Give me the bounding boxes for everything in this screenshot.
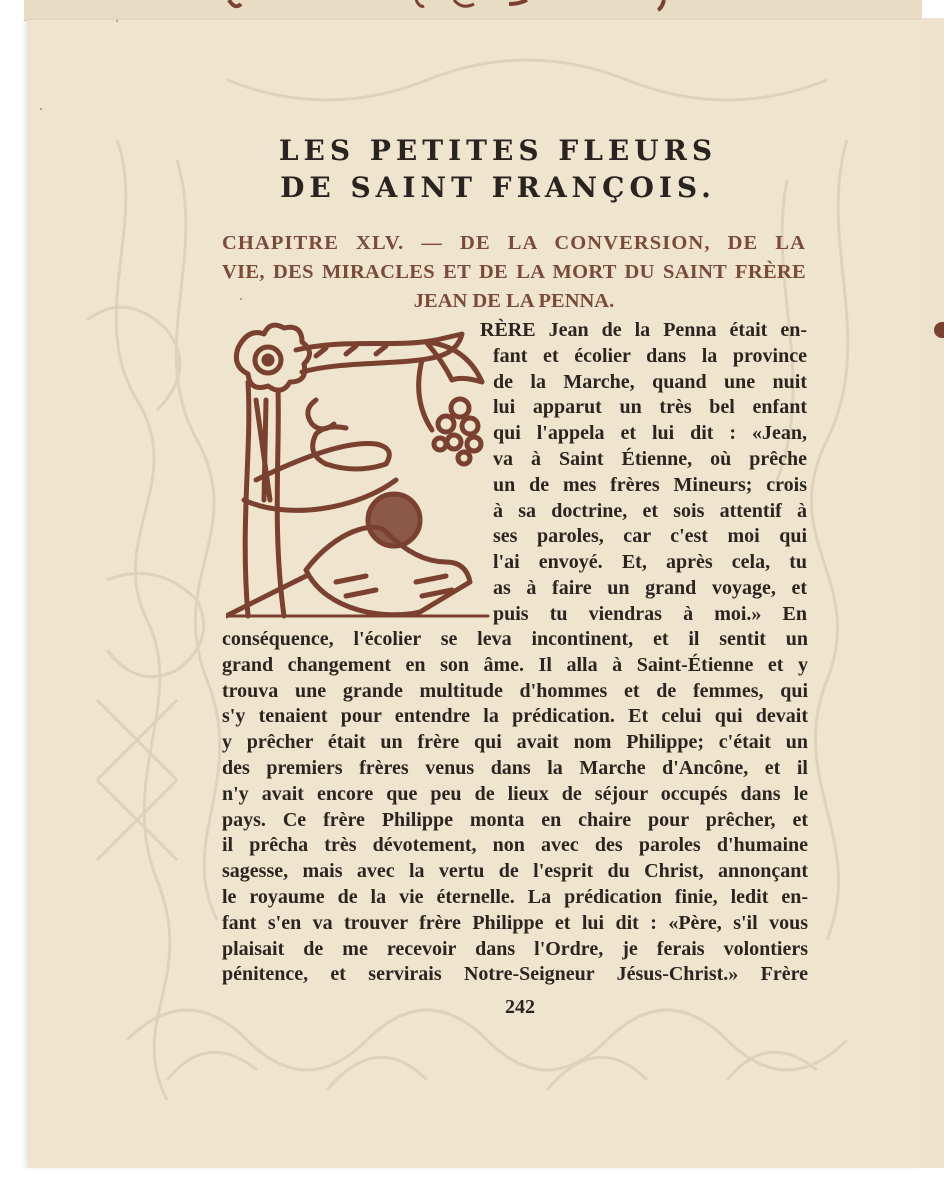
text-line: il prêcha très dévotement, non avec des paroles d'humaine: [222, 834, 808, 857]
text-line: y prêcher était un frère qui avait nom Philippe; c'était un: [222, 731, 808, 754]
text-line: s'y tenaient pour entendre la prédication. Et celui qui devait: [222, 705, 808, 728]
text-line: qui l'appela et lui dit : «Jean,: [493, 422, 807, 445]
paper-speck: [40, 108, 42, 110]
text-line: n'y avait encore que peu de lieux de séjour occupés dans le: [222, 782, 808, 805]
paper-speck: [240, 298, 242, 300]
text-line: l'ai envoyé. Et, après cela, tu: [493, 551, 807, 574]
text-line: des premiers frères venus dans la Marche d'Ancône, et il: [222, 756, 808, 779]
ornament-fragment-icon: [24, 0, 922, 20]
book-title-line-2: DE SAINT FRANÇOIS.: [280, 171, 716, 204]
text-line: trouva une grande multitude d'hommes et de femmes, qui: [222, 679, 808, 702]
text-line: RÈRE Jean de la Penna était en-: [480, 319, 807, 341]
book-title-line-1: LES PETITES FLEURS: [278, 134, 718, 167]
text-line: pays. Ce frère Philippe monta en chaire pour prêcher, et: [222, 808, 808, 831]
text-line: sagesse, mais avec la vertu de l'esprit du Christ, annonçant: [222, 860, 808, 883]
text-line: de la Marche, quand une nuit: [493, 370, 807, 393]
ornament-fragment-icon: [934, 322, 944, 338]
text-line: fant s'en va trouver frère Philippe et lui dit : «Père, s'il vous: [222, 911, 808, 934]
paragraph-full-width: [222, 627, 808, 988]
text-line: pénitence, et servirais Notre-Seigneur Jésus-Christ.» Frère: [222, 963, 808, 986]
paper-speck: [116, 20, 118, 22]
illuminated-initial-f-icon: [226, 320, 492, 622]
text-line: conséquence, l'écolier se leva incontinent, et il sentit un: [222, 628, 808, 650]
paragraph-beside-initial: [480, 318, 807, 628]
text-line: ses paroles, car c'est moi qui: [493, 525, 807, 548]
page-number: 242: [505, 996, 535, 1018]
chapter-heading-line-1: CHAPITRE XLV. — DE LA CONVERSION, DE LA: [222, 232, 806, 254]
text-line: fant et écolier dans la province: [493, 344, 807, 367]
chapter-heading-line-2: VIE, DES MIRACLES ET DE LA MORT DU SAINT FRÈRE: [222, 261, 806, 283]
text-line: va à Saint Étienne, où prêche: [493, 447, 807, 470]
text-line: le royaume de la vie éternelle. La prédication finie, ledit en-: [222, 885, 808, 908]
text-line: grand changement en son âme. Il alla à Saint-Étienne et y: [222, 653, 808, 676]
text-line: un de mes frères Mineurs; crois: [493, 473, 807, 496]
text-line: as à faire un grand voyage, et: [493, 576, 807, 599]
text-line: à sa doctrine, et sois attentif à: [493, 499, 807, 522]
text-line: lui apparut un très bel enfant: [493, 396, 807, 419]
text-line: puis tu viendras à moi.» En: [493, 602, 807, 625]
text-line: plaisait de me recevoir dans l'Ordre, je ferais volontiers: [222, 937, 808, 960]
previous-page-edge: [24, 0, 922, 20]
chapter-heading-line-3: JEAN DE LA PENNA.: [413, 290, 615, 312]
